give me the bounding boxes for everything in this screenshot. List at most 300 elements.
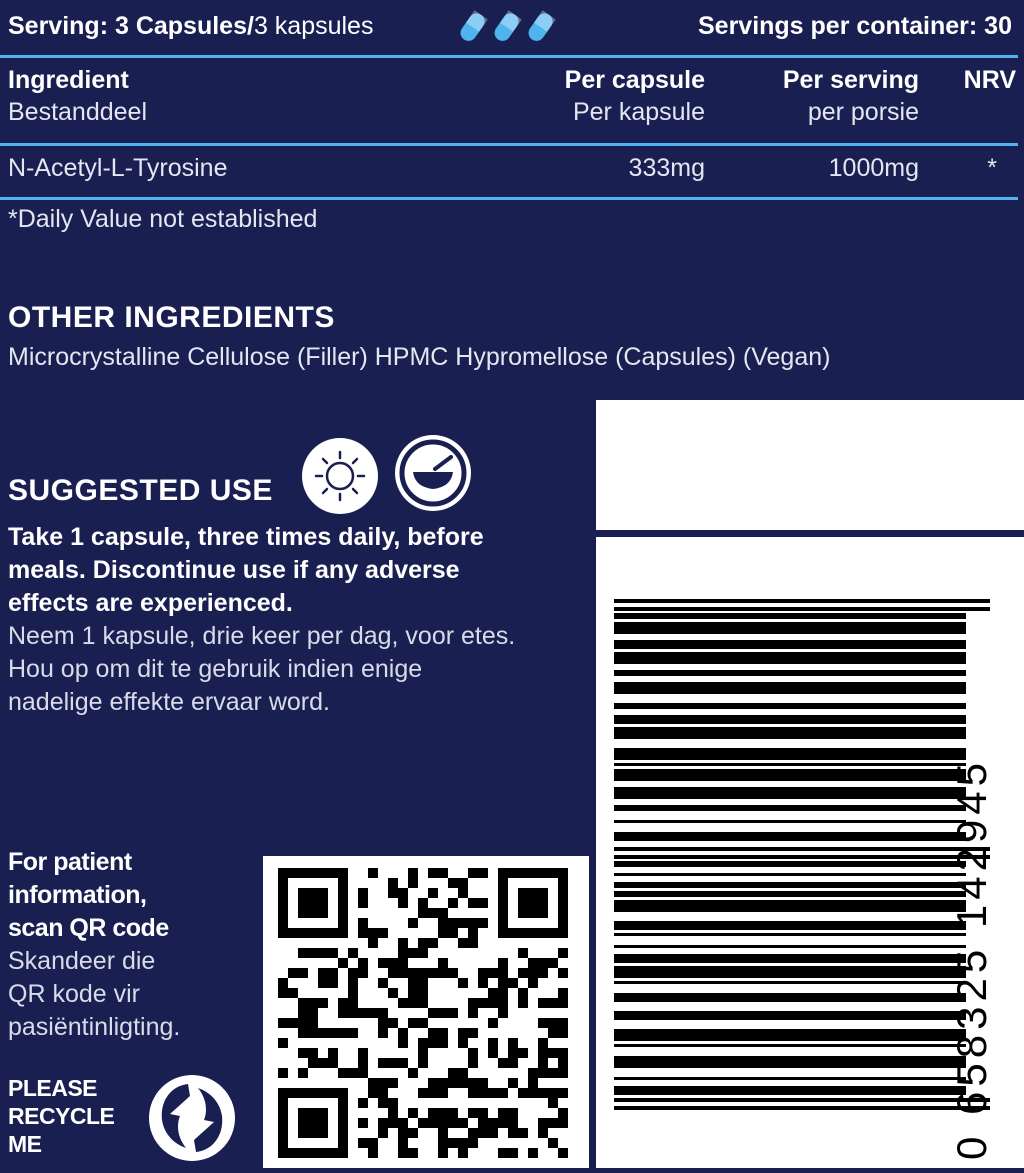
- qr-module: [528, 968, 538, 978]
- qr-module: [408, 988, 418, 998]
- qr-module: [418, 1088, 428, 1098]
- qr-module: [338, 878, 348, 888]
- qr-module: [338, 1148, 348, 1158]
- barcode-bar: [614, 727, 966, 739]
- qr-module: [308, 1088, 318, 1098]
- other-ingredients-title: OTHER INGREDIENTS: [8, 301, 335, 334]
- serving-size: [8, 12, 373, 41]
- qr-module: [388, 958, 398, 968]
- qr-module: [448, 1118, 458, 1128]
- qr-module: [438, 1148, 448, 1158]
- qr-module: [528, 908, 538, 918]
- qr-module: [418, 908, 428, 918]
- qr-module: [328, 1088, 338, 1098]
- qr-module: [538, 998, 548, 1008]
- qr-module: [338, 1028, 348, 1038]
- qr-module: [478, 1108, 488, 1118]
- qr-module: [508, 1118, 518, 1128]
- qr-module: [448, 1108, 458, 1118]
- qr-module: [388, 1118, 398, 1128]
- qr-module: [508, 1058, 518, 1068]
- qr-module: [518, 1128, 528, 1138]
- qr-module: [558, 1028, 568, 1038]
- qr-module: [538, 968, 548, 978]
- qr-module: [508, 1128, 518, 1138]
- qr-module: [288, 1018, 298, 1028]
- qr-module: [448, 1078, 458, 1088]
- qr-module: [558, 1108, 568, 1118]
- qr-module: [358, 1118, 368, 1128]
- qr-module: [458, 918, 468, 928]
- barcode-bar: [614, 1098, 990, 1102]
- header-divider: [0, 55, 1018, 58]
- qr-module: [518, 998, 528, 1008]
- qr-module: [438, 918, 448, 928]
- qr-module: [408, 868, 418, 878]
- label-blank-area: [596, 400, 1024, 530]
- qr-module: [498, 1088, 508, 1098]
- qr-module: [548, 1118, 558, 1128]
- qr-module: [538, 1038, 548, 1048]
- qr-module: [378, 1058, 388, 1068]
- barcode-bar: [614, 703, 966, 709]
- qr-module: [438, 958, 448, 968]
- barcode-bar: [614, 748, 966, 760]
- barcode-bar: [614, 787, 966, 799]
- qr-module: [348, 998, 358, 1008]
- qr-module: [478, 898, 488, 908]
- qr-module: [398, 1138, 408, 1148]
- qr-module: [538, 1088, 548, 1098]
- qr-module: [388, 1078, 398, 1088]
- qr-module: [278, 1108, 288, 1118]
- qr-module: [278, 888, 288, 898]
- qr-module: [498, 958, 508, 968]
- qr-module: [358, 1068, 368, 1078]
- qr-module: [418, 1118, 428, 1128]
- qr-module: [368, 928, 378, 938]
- qr-module: [318, 968, 328, 978]
- qr-module: [408, 1108, 418, 1118]
- qr-module: [468, 1088, 478, 1098]
- qr-module: [368, 938, 378, 948]
- qr-module: [518, 1088, 528, 1098]
- qr-module: [488, 1038, 498, 1048]
- qr-module: [438, 968, 448, 978]
- qr-module: [398, 888, 408, 898]
- qr-module: [308, 1058, 318, 1068]
- qr-module: [458, 1038, 468, 1048]
- qr-module: [558, 1018, 568, 1028]
- ingredient-per-capsule: 333mg: [628, 154, 705, 182]
- qr-module: [338, 868, 348, 878]
- qr-module: [468, 1108, 478, 1118]
- qr-module: [548, 1048, 558, 1058]
- qr-module: [418, 978, 428, 988]
- qr-module: [358, 1138, 368, 1148]
- qr-module: [308, 1148, 318, 1158]
- col-per-capsule-af: Per kapsule: [572, 98, 705, 126]
- qr-module: [448, 928, 458, 938]
- qr-module: [508, 868, 518, 878]
- qr-module: [288, 928, 298, 938]
- qr-module: [278, 918, 288, 928]
- qr-module: [368, 1148, 378, 1158]
- suggested-use-title: SUGGESTED USE: [8, 474, 273, 507]
- qr-module: [448, 918, 458, 928]
- qr-module: [368, 1138, 378, 1148]
- qr-module: [338, 928, 348, 938]
- qr-module: [358, 918, 368, 928]
- serving-label: Serving: 3 Capsules/: [8, 12, 254, 40]
- barcode-bar: [614, 873, 966, 876]
- qr-module: [438, 1108, 448, 1118]
- qr-module: [288, 968, 298, 978]
- qr-module: [508, 1148, 518, 1158]
- qr-module: [498, 878, 508, 888]
- suggested-use-af-line2: Hou op om dit te gebruik indien enige: [8, 655, 423, 683]
- qr-module: [538, 1058, 548, 1068]
- qr-module: [308, 948, 318, 958]
- qr-module: [378, 1118, 388, 1128]
- qr-module: [508, 1108, 518, 1118]
- qr-module: [408, 998, 418, 1008]
- qr-module: [448, 1068, 458, 1078]
- barcode-bar: [614, 882, 966, 888]
- qr-module: [528, 928, 538, 938]
- patient-info-af-line1: Skandeer die: [8, 947, 156, 975]
- qr-module: [438, 1118, 448, 1128]
- qr-module: [518, 898, 528, 908]
- qr-module: [328, 978, 338, 988]
- barcode-bar: [614, 1086, 966, 1095]
- barcode-bar: [614, 820, 966, 823]
- qr-module: [398, 1028, 408, 1038]
- qr-module: [298, 1128, 308, 1138]
- qr-module: [328, 1048, 338, 1058]
- barcode-bar: [614, 832, 966, 841]
- barcode-bar: [614, 670, 966, 676]
- qr-module: [518, 908, 528, 918]
- qr-module: [398, 938, 408, 948]
- qr-module: [468, 898, 478, 908]
- qr-module: [298, 888, 308, 898]
- qr-module: [378, 928, 388, 938]
- qr-module: [278, 1098, 288, 1108]
- qr-module: [278, 908, 288, 918]
- qr-module: [538, 898, 548, 908]
- qr-module: [488, 1018, 498, 1028]
- qr-module: [498, 1008, 508, 1018]
- qr-module: [388, 968, 398, 978]
- qr-module: [278, 878, 288, 888]
- qr-module: [358, 1098, 368, 1108]
- barcode-bar: [614, 1056, 966, 1068]
- qr-module: [538, 1018, 548, 1028]
- qr-module: [338, 898, 348, 908]
- barcode-bar: [614, 855, 990, 859]
- qr-module: [528, 978, 538, 988]
- qr-module: [318, 1028, 328, 1038]
- suggested-use-af-line3: nadelige effekte ervaar word.: [8, 688, 330, 716]
- footnote: *Daily Value not established: [8, 205, 318, 233]
- qr-module: [278, 928, 288, 938]
- qr-module: [308, 888, 318, 898]
- qr-module: [558, 968, 568, 978]
- qr-module: [358, 928, 368, 938]
- qr-module: [298, 948, 308, 958]
- qr-module: [468, 928, 478, 938]
- qr-module: [348, 1068, 358, 1078]
- qr-module: [518, 868, 528, 878]
- qr-module: [428, 968, 438, 978]
- qr-module: [558, 948, 568, 958]
- qr-module: [508, 1038, 518, 1048]
- qr-module: [468, 998, 478, 1008]
- col-ingredient-af: Bestanddeel: [8, 98, 148, 126]
- qr-module: [548, 1088, 558, 1098]
- qr-module: [558, 868, 568, 878]
- qr-module: [548, 998, 558, 1008]
- qr-module: [278, 1068, 288, 1078]
- qr-module: [308, 1048, 318, 1058]
- qr-module: [558, 1048, 568, 1058]
- qr-module: [338, 1128, 348, 1138]
- qr-module: [358, 888, 368, 898]
- qr-module: [298, 1048, 308, 1058]
- barcode-bar: [614, 607, 990, 611]
- qr-module: [388, 1108, 398, 1118]
- qr-module: [468, 1128, 478, 1138]
- qr-module: [498, 988, 508, 998]
- qr-module: [328, 868, 338, 878]
- qr-module: [328, 1148, 338, 1158]
- qr-module: [428, 1108, 438, 1118]
- qr-module: [388, 878, 398, 888]
- barcode-bar: [614, 622, 966, 634]
- qr-module: [298, 1148, 308, 1158]
- qr-module: [558, 998, 568, 1008]
- qr-module: [358, 958, 368, 968]
- qr-module: [528, 1148, 538, 1158]
- qr-module: [538, 1068, 548, 1078]
- qr-module: [548, 1098, 558, 1108]
- qr-module: [458, 938, 468, 948]
- qr-module: [448, 898, 458, 908]
- barcode-bar: [614, 805, 966, 811]
- qr-module: [458, 878, 468, 888]
- qr-module: [478, 918, 488, 928]
- qr-module: [398, 958, 408, 968]
- qr-module: [388, 1098, 398, 1108]
- qr-module: [498, 998, 508, 1008]
- qr-module: [328, 928, 338, 938]
- qr-module: [328, 948, 338, 958]
- qr-module: [408, 918, 418, 928]
- meal-bowl-icon: [395, 435, 471, 511]
- qr-module: [408, 978, 418, 988]
- qr-module: [508, 928, 518, 938]
- qr-module: [468, 1008, 478, 1018]
- qr-module: [438, 1138, 448, 1148]
- qr-module: [418, 998, 428, 1008]
- suggested-use-line3: effects are experienced.: [8, 589, 293, 617]
- qr-module: [378, 1128, 388, 1138]
- qr-module: [318, 1148, 328, 1158]
- qr-module: [438, 908, 448, 918]
- qr-module: [318, 928, 328, 938]
- qr-module: [488, 988, 498, 998]
- barcode-bar: [614, 715, 966, 724]
- qr-module: [278, 1148, 288, 1158]
- qr-module: [498, 888, 508, 898]
- qr-module: [528, 868, 538, 878]
- qr-module: [408, 1128, 418, 1138]
- qr-module: [378, 1008, 388, 1018]
- serving-label-af: 3 kapsules: [253, 12, 374, 40]
- qr-module: [538, 888, 548, 898]
- qr-module: [338, 1138, 348, 1148]
- barcode-bar: [614, 652, 966, 664]
- qr-module: [538, 958, 548, 968]
- recycle-line1: PLEASE: [8, 1075, 98, 1101]
- qr-module: [468, 1078, 478, 1088]
- qr-module: [418, 1058, 428, 1068]
- barcode-bar: [614, 891, 966, 897]
- qr-module: [298, 1068, 308, 1078]
- barcode-bar: [614, 981, 966, 984]
- qr-module: [398, 1038, 408, 1048]
- col-ingredient: Ingredient: [8, 66, 129, 94]
- qr-module: [278, 898, 288, 908]
- qr-module: [298, 968, 308, 978]
- barcode-bar: [614, 599, 990, 603]
- qr-module: [468, 868, 478, 878]
- qr-module: [548, 928, 558, 938]
- qr-module: [528, 1078, 538, 1088]
- qr-module: [478, 1088, 488, 1098]
- qr-module: [358, 1048, 368, 1058]
- qr-module: [278, 1128, 288, 1138]
- qr-module: [498, 908, 508, 918]
- qr-module: [368, 1008, 378, 1018]
- qr-module: [508, 978, 518, 988]
- qr-module: [298, 908, 308, 918]
- qr-module: [328, 1058, 338, 1068]
- qr-module: [298, 868, 308, 878]
- qr-module: [398, 948, 408, 958]
- qr-module: [318, 978, 328, 988]
- qr-module: [288, 1088, 298, 1098]
- qr-module: [488, 1118, 498, 1128]
- barcode-bar: [614, 933, 966, 936]
- qr-module: [308, 1008, 318, 1018]
- barcode-bar: [614, 1077, 966, 1080]
- qr-module: [368, 1088, 378, 1098]
- patient-info-line1: For patient: [8, 848, 132, 876]
- qr-module: [418, 968, 428, 978]
- qr-module: [458, 888, 468, 898]
- qr-module: [408, 1068, 418, 1078]
- qr-module: [458, 1148, 468, 1158]
- qr-module: [378, 1028, 388, 1038]
- qr-module: [528, 1068, 538, 1078]
- qr-module: [318, 908, 328, 918]
- qr-module: [518, 968, 528, 978]
- patient-info-af-line2: QR kode vir: [8, 980, 140, 1008]
- barcode-bar: [614, 1011, 966, 1020]
- qr-module: [338, 998, 348, 1008]
- qr-module: [278, 1138, 288, 1148]
- qr-module: [308, 1108, 318, 1118]
- qr-module: [388, 988, 398, 998]
- sun-icon: [302, 438, 378, 514]
- qr-module: [478, 968, 488, 978]
- suggested-use-af-line1: Neem 1 kapsule, drie keer per dag, voor etes.: [8, 622, 516, 650]
- qr-module: [278, 868, 288, 878]
- qr-module: [358, 1008, 368, 1018]
- qr-module: [548, 958, 558, 968]
- qr-module: [498, 918, 508, 928]
- qr-module: [478, 1118, 488, 1128]
- qr-module: [518, 948, 528, 958]
- qr-module: [288, 1148, 298, 1158]
- table-divider: [0, 143, 1018, 146]
- col-per-capsule: Per capsule: [564, 66, 705, 94]
- capsule-icon: [455, 6, 559, 50]
- qr-module: [308, 868, 318, 878]
- qr-module: [338, 1098, 348, 1108]
- qr-module: [318, 1088, 328, 1098]
- table-bottom-divider: [0, 197, 1018, 200]
- qr-module: [278, 1118, 288, 1128]
- qr-module: [398, 1058, 408, 1068]
- qr-module: [298, 1018, 308, 1028]
- qr-module: [498, 928, 508, 938]
- qr-module: [488, 968, 498, 978]
- qr-module: [548, 1028, 558, 1038]
- qr-module: [308, 928, 318, 938]
- qr-module: [378, 1088, 388, 1098]
- qr-module: [438, 928, 448, 938]
- qr-module: [468, 918, 478, 928]
- qr-module: [558, 1088, 568, 1098]
- col-per-serving-af: per porsie: [807, 98, 919, 126]
- qr-module: [388, 888, 398, 898]
- qr-module: [318, 868, 328, 878]
- qr-module: [278, 1018, 288, 1028]
- qr-module: [468, 1028, 478, 1038]
- barcode-bar: [614, 966, 966, 978]
- qr-module: [298, 1008, 308, 1018]
- qr-module: [408, 968, 418, 978]
- qr-code-matrix: [263, 856, 589, 1168]
- qr-module: [438, 1008, 448, 1018]
- qr-module: [398, 968, 408, 978]
- servings-per-container: Servings per container: 30: [697, 12, 1012, 40]
- qr-module: [498, 1118, 508, 1128]
- qr-module: [398, 1148, 408, 1158]
- recycle-text: [8, 1074, 114, 1158]
- qr-module: [368, 868, 378, 878]
- qr-module: [418, 938, 428, 948]
- qr-module: [448, 1008, 458, 1018]
- qr-module: [478, 1078, 488, 1088]
- qr-module: [298, 928, 308, 938]
- barcode-bar: [614, 921, 966, 930]
- recycle-line3: ME: [8, 1131, 42, 1157]
- qr-module: [308, 1128, 318, 1138]
